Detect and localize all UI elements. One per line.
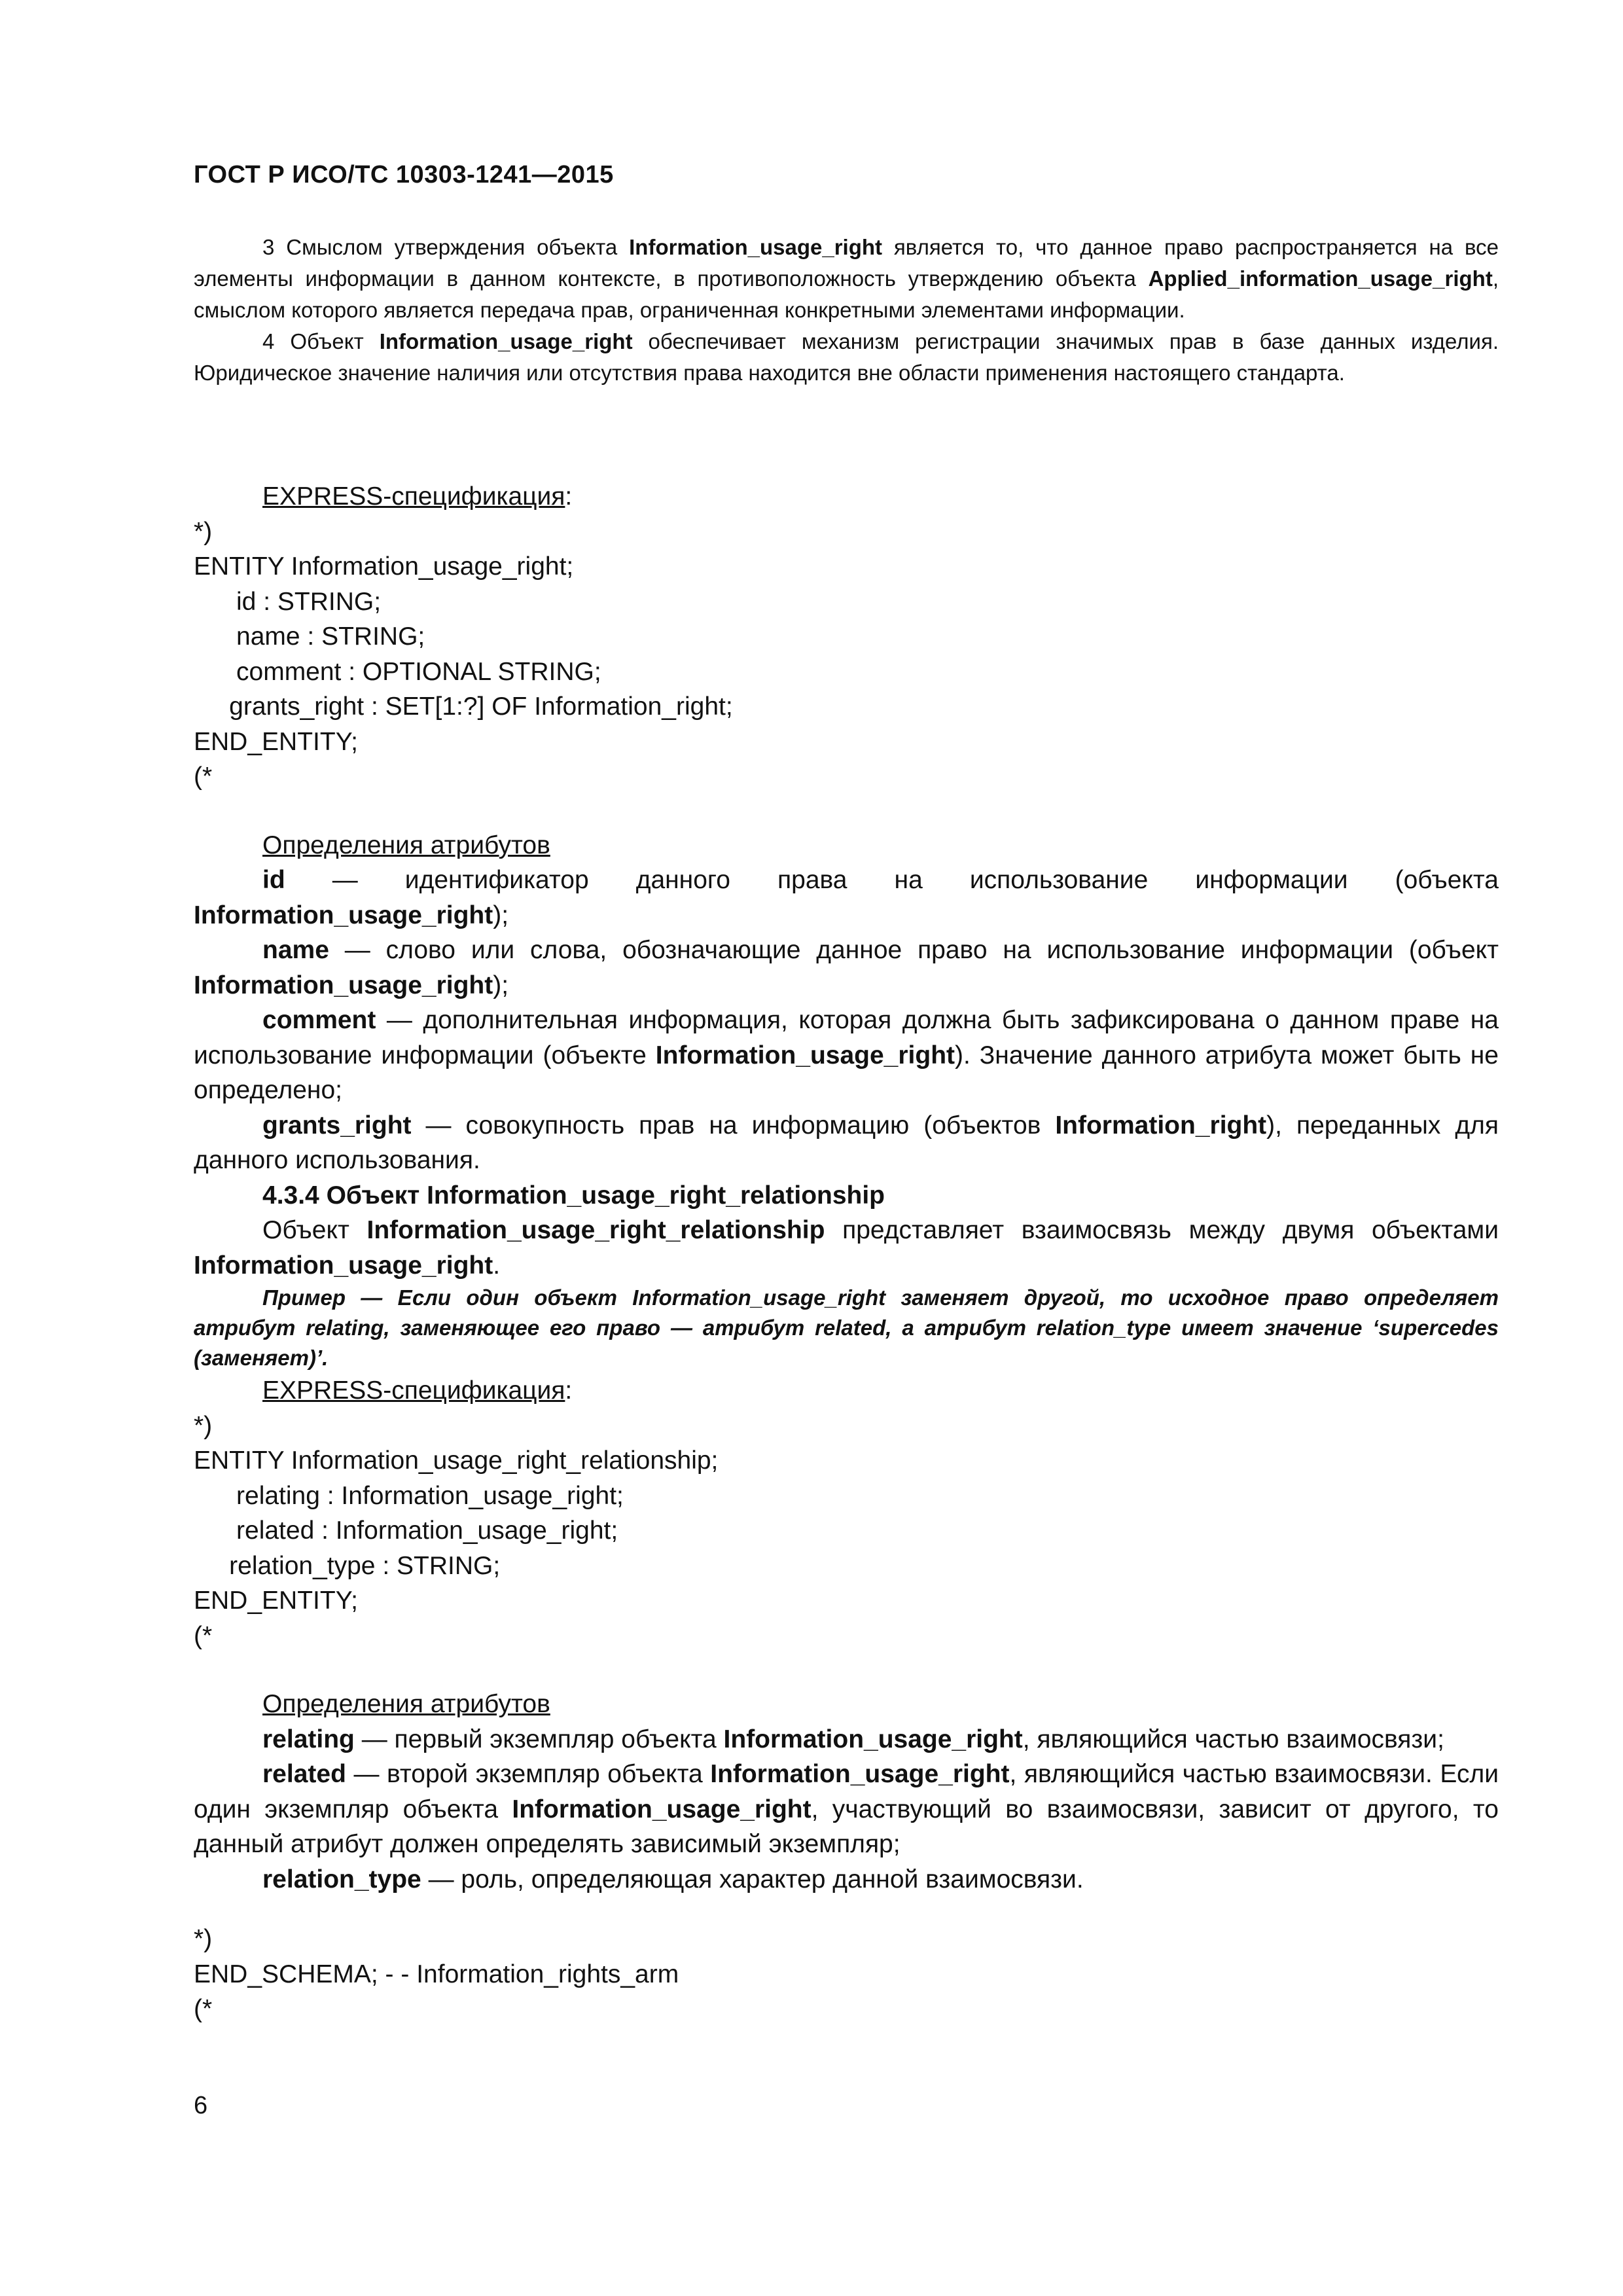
bold-term: Information_right — [1055, 1111, 1267, 1139]
text-run: — идентификатор данного права на использование информации (объекта — [285, 866, 1499, 894]
express-spec-label: EXPRESS-спецификация: — [262, 482, 573, 511]
code-line: relation_type : STRING; — [194, 1551, 501, 1580]
text-run: является то, что данное право распространяется на все элементы информации в данном контексте, в противоположность утверждению объекта — [194, 235, 1499, 291]
bold-term: relation_type — [262, 1865, 421, 1893]
text-run: ), переданных для данного использования. — [194, 1111, 1499, 1174]
attribute-definition — [194, 1757, 1499, 1862]
notes-block — [194, 232, 1499, 389]
text-run: , смыслом которого является передача прав, ограниченная конкретными элементами информации. — [194, 266, 1499, 322]
code-line: (* — [194, 762, 213, 791]
bold-term: Information_usage_right — [379, 329, 633, 353]
text-run: . — [493, 1251, 501, 1280]
bold-term: Information_usage_right — [710, 1760, 1010, 1788]
bold-term: id — [262, 866, 285, 894]
note-paragraph — [194, 232, 1499, 326]
bold-term: related — [262, 1760, 346, 1788]
attributes-heading: Определения атрибутов — [262, 1690, 550, 1718]
code-line: *) — [194, 1411, 213, 1440]
main-content — [194, 479, 1499, 2027]
text-run: 3 Смыслом утверждения объекта — [262, 235, 630, 259]
text-run: 4 Объект — [262, 329, 380, 353]
bold-term: Information_usage_right — [723, 1725, 1023, 1753]
bold-term: Information_usage_right — [629, 235, 883, 259]
attributes-heading: Определения атрибутов — [262, 831, 550, 859]
express-spec-label: EXPRESS-спецификация: — [262, 1376, 573, 1405]
attribute-definition — [194, 1003, 1499, 1108]
text-run: , участвующий во взаимосвязи, зависит от другого, то данный атрибут должен определять зависимый экземпляр; — [194, 1795, 1499, 1858]
bold-term: Information_usage_right — [512, 1795, 812, 1823]
note-paragraph — [194, 326, 1499, 389]
spacer — [194, 795, 1499, 828]
text-run: ). Значение данного атрибута может быть не определено; — [194, 1041, 1499, 1104]
text-run: ); — [493, 971, 509, 999]
text-run: ); — [493, 901, 509, 929]
text-run: , являющийся частью взаимосвязи. Если один экземпляр объекта — [194, 1760, 1499, 1823]
code-line: grants_right : SET[1:?] OF Information_right; — [194, 692, 733, 721]
bold-term: grants_right — [262, 1111, 412, 1139]
express-spec-link: EXPRESS-спецификация — [262, 1376, 565, 1405]
code-line: id : STRING; — [194, 587, 382, 616]
text-run: Объект — [262, 1216, 367, 1244]
text-run: — слово или слова, обозначающие данное право на использование информации (объект — [329, 936, 1499, 964]
bold-term: Information_usage_right_relationship — [366, 1216, 825, 1244]
text-run: представляет взаимосвязь между двумя объектами — [825, 1216, 1499, 1244]
section-heading: 4.3.4 Объект Information_usage_right_relationship — [262, 1181, 885, 1210]
code-line: END_ENTITY; — [194, 1587, 359, 1615]
code-line: relating : Information_usage_right; — [194, 1481, 624, 1510]
example-note: Пример — Если один объект Information_usage_right заменяет другой, то исходное право определяет атрибут relating, заменяющее его право — атрибут related, а атрибут relation_type имеет значение ‘supercedes (заменяет)’. — [194, 1285, 1499, 1370]
bold-term: Information_usage_right — [194, 901, 493, 929]
text-run: — второй экземпляр объекта — [346, 1760, 711, 1788]
code-line: (* — [194, 1995, 213, 2023]
code-line: ENTITY Information_usage_right; — [194, 552, 574, 581]
code-line: (* — [194, 1621, 213, 1650]
section-intro — [194, 1213, 1499, 1283]
express-code-block — [194, 1408, 1499, 1654]
schema-end-code-block — [194, 1922, 1499, 2027]
bold-term: Information_usage_right — [655, 1041, 955, 1069]
express-spec-link: EXPRESS-спецификация — [262, 482, 565, 511]
code-line: related : Information_usage_right; — [194, 1516, 618, 1545]
bold-term: comment — [262, 1006, 376, 1034]
attribute-definition — [194, 933, 1499, 1003]
attribute-definition — [194, 1108, 1499, 1178]
code-line: *) — [194, 1925, 213, 1953]
document-header-title: ГОСТ Р ИСО/ТС 10303-1241—2015 — [194, 161, 614, 188]
code-line: name : STRING; — [194, 622, 425, 651]
bold-term: Information_usage_right — [194, 971, 493, 999]
bold-term: relating — [262, 1725, 355, 1753]
attribute-definition — [194, 1862, 1499, 1897]
express-code-block — [194, 514, 1499, 795]
code-line: END_ENTITY; — [194, 727, 359, 756]
bold-term: Applied_information_usage_right — [1148, 266, 1493, 291]
bold-term: Information_usage_right — [194, 1251, 493, 1280]
text-run: обеспечивает механизм регистрации значимых прав в базе данных изделия. Юридическое значение наличия или отсутствия права находится вне области применения настоящего стандарта. — [194, 329, 1499, 385]
code-line: ENTITY Information_usage_right_relationship; — [194, 1446, 719, 1475]
page-number: 6 — [194, 2092, 208, 2119]
spacer — [194, 1653, 1499, 1687]
bold-term: name — [262, 936, 329, 964]
text-run: — совокупность прав на информацию (объектов — [411, 1111, 1056, 1139]
attribute-definition — [194, 1722, 1499, 1757]
text-run: , являющийся частью взаимосвязи; — [1022, 1725, 1444, 1753]
text-run: — роль, определяющая характер данной взаимосвязи. — [421, 1865, 1084, 1893]
spacer — [194, 1897, 1499, 1922]
text-run: — первый экземпляр объекта — [354, 1725, 724, 1753]
code-line: comment : OPTIONAL STRING; — [194, 657, 601, 686]
code-line: *) — [194, 517, 213, 546]
code-line: END_SCHEMA; - - Information_rights_arm — [194, 1960, 679, 1988]
text-run: — дополнительная информация, которая должна быть зафиксирована о данном праве на использование информации (объекте — [194, 1006, 1499, 1069]
attribute-definition — [194, 863, 1499, 933]
